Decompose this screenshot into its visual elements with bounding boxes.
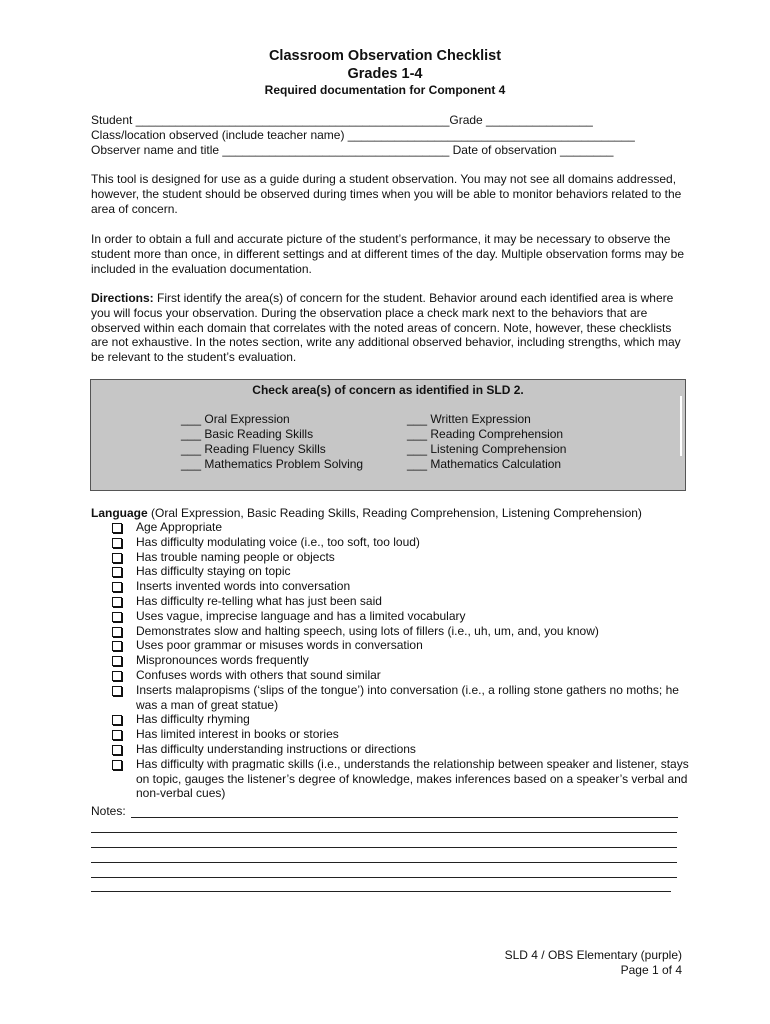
concern-area-box <box>90 379 686 491</box>
student-grade-field[interactable]: Student _______________________________________________Grade ________________ <box>91 113 593 127</box>
checklist-item <box>112 564 692 579</box>
page-number: Page 1 of 4 <box>620 963 682 977</box>
checklist-item <box>112 757 692 801</box>
concern-option-reading-fluency[interactable]: ___ Reading Fluency Skills <box>181 442 326 456</box>
checkbox[interactable] <box>112 612 122 622</box>
checkbox[interactable] <box>112 686 122 696</box>
checklist-item-label: Has difficulty staying on topic <box>136 564 291 579</box>
concern-option-written-expression[interactable]: ___ Written Expression <box>407 412 531 426</box>
concern-option-math-problem-solving[interactable]: ___ Mathematics Problem Solving <box>181 457 364 471</box>
divider <box>680 396 682 456</box>
checklist-item <box>112 609 692 624</box>
checkbox[interactable] <box>112 745 122 755</box>
checklist-item <box>112 668 692 683</box>
concern-box-title: Check area(s) of concern as identified in SLD 2. <box>252 383 524 397</box>
checkbox[interactable] <box>112 671 122 681</box>
concern-option-listening-comprehension[interactable]: ___ Listening Comprehension <box>407 442 567 456</box>
checkbox[interactable] <box>112 553 122 563</box>
checklist-item-label: Mispronounces words frequently <box>136 653 309 668</box>
checkbox[interactable] <box>112 582 122 592</box>
intro-paragraph: In order to obtain a full and accurate picture of the student’s performance, it may be necessary to observe the student more than once, in different settings and at different times of the day. Multiple observation forms may be included in the evaluation documentation. <box>91 232 684 276</box>
checkbox[interactable] <box>112 567 122 577</box>
checklist-item-label: Uses vague, imprecise language and has a limited vocabulary <box>136 608 466 623</box>
checkbox[interactable] <box>112 597 122 607</box>
notes-line[interactable] <box>91 847 677 848</box>
checklist-item-label: Has limited interest in books or stories <box>136 727 339 742</box>
directions-paragraph <box>91 291 687 365</box>
checklist-item <box>112 579 692 594</box>
directions-label: Directions: <box>91 291 154 305</box>
notes-line[interactable] <box>131 817 678 818</box>
checklist-item <box>112 550 692 565</box>
notes-line[interactable] <box>91 832 677 833</box>
checklist-item-label: Inserts malapropisms (‘slips of the tongue’) into conversation (i.e., a rolling stone gathers no moths; he was a man of great statue) <box>136 682 679 712</box>
checkbox[interactable] <box>112 627 122 637</box>
checkbox[interactable] <box>112 538 122 548</box>
checklist-item-label: Has trouble naming people or objects <box>136 549 335 564</box>
checklist-item <box>112 624 692 639</box>
checklist-item-label: Has difficulty rhyming <box>136 712 250 727</box>
language-section-heading <box>91 506 642 520</box>
checklist-item-label: Has difficulty re-telling what has just been said <box>136 593 382 608</box>
checkbox[interactable] <box>112 523 122 533</box>
checklist-item-label: Has difficulty modulating voice (i.e., too soft, too loud) <box>136 534 420 549</box>
checklist-item-label: Age Appropriate <box>136 520 223 534</box>
document-title: Classroom Observation Checklist <box>268 48 502 64</box>
checklist-item-label: Confuses words with others that sound similar <box>136 667 381 682</box>
checkbox[interactable] <box>112 730 122 740</box>
checkbox[interactable] <box>112 641 122 651</box>
concern-option-math-calculation[interactable]: ___ Mathematics Calculation <box>407 457 562 471</box>
checklist-item <box>112 535 692 550</box>
notes-line[interactable] <box>91 862 677 863</box>
checklist-item <box>112 638 692 653</box>
concern-option-oral-expression[interactable]: ___ Oral Expression <box>181 412 290 426</box>
checklist-item-label: Demonstrates slow and halting speech, using lots of fillers (i.e., uh, um, and, you know) <box>136 623 599 638</box>
checkbox[interactable] <box>112 760 122 770</box>
concern-option-reading-comprehension[interactable]: ___ Reading Comprehension <box>407 427 564 441</box>
language-label: Language <box>91 506 148 520</box>
checklist-item <box>112 594 692 609</box>
checklist-item <box>112 520 692 535</box>
intro-paragraph: This tool is designed for use as a guide during a student observation. You may not see all domains addressed, however, the student should be observed during times when you will be able to monitor behaviors related to the area of concern. <box>91 172 682 216</box>
checklist-item <box>112 683 692 713</box>
checkbox[interactable] <box>112 656 122 666</box>
checklist-item <box>112 742 692 757</box>
checklist-item-label: Inserts invented words into conversation <box>136 579 351 594</box>
language-domains: (Oral Expression, Basic Reading Skills, Reading Comprehension, Listening Comprehension) <box>147 506 642 520</box>
notes-line[interactable] <box>91 891 671 892</box>
checklist-item-label: Has difficulty with pragmatic skills (i.e., understands the relationship between speaker and listener, stays on topic, gauges the listener’s degree of knowledge, makes inferences based on a speaker’s verbal and non-verbal cues) <box>136 756 689 801</box>
observer-date-field[interactable]: Observer name and title __________________________________ Date of observation ________ <box>91 143 614 157</box>
checklist-item <box>112 712 692 727</box>
class-location-field[interactable]: Class/location observed (include teacher name) ___________________________________________ <box>91 128 635 142</box>
language-checklist <box>112 520 692 801</box>
checklist-item <box>112 727 692 742</box>
checklist-item-label: Uses poor grammar or misuses words in conversation <box>136 638 423 653</box>
directions-text: First identify the area(s) of concern for the student. Behavior around each identified area is where you will focus your observation. During the observation place a check mark next to the behaviors that are observed within each domain that correlates with the noted areas of concern. Note, however, these checklists are not exhaustive. In the notes section, write any additional observed behavior, including strengths, which may be relevant to the student’s evaluation. <box>91 291 681 365</box>
checkbox[interactable] <box>112 715 122 725</box>
checklist-item <box>112 653 692 668</box>
checklist-item-label: Has difficulty understanding instructions or directions <box>136 741 416 756</box>
concern-option-basic-reading[interactable]: ___ Basic Reading Skills <box>181 427 314 441</box>
notes-label: Notes: <box>91 804 126 818</box>
component-note: Required documentation for Component 4 <box>264 83 506 97</box>
grade-range: Grades 1-4 <box>347 66 423 82</box>
notes-line[interactable] <box>91 877 677 878</box>
form-id: SLD 4 / OBS Elementary (purple) <box>504 948 682 962</box>
